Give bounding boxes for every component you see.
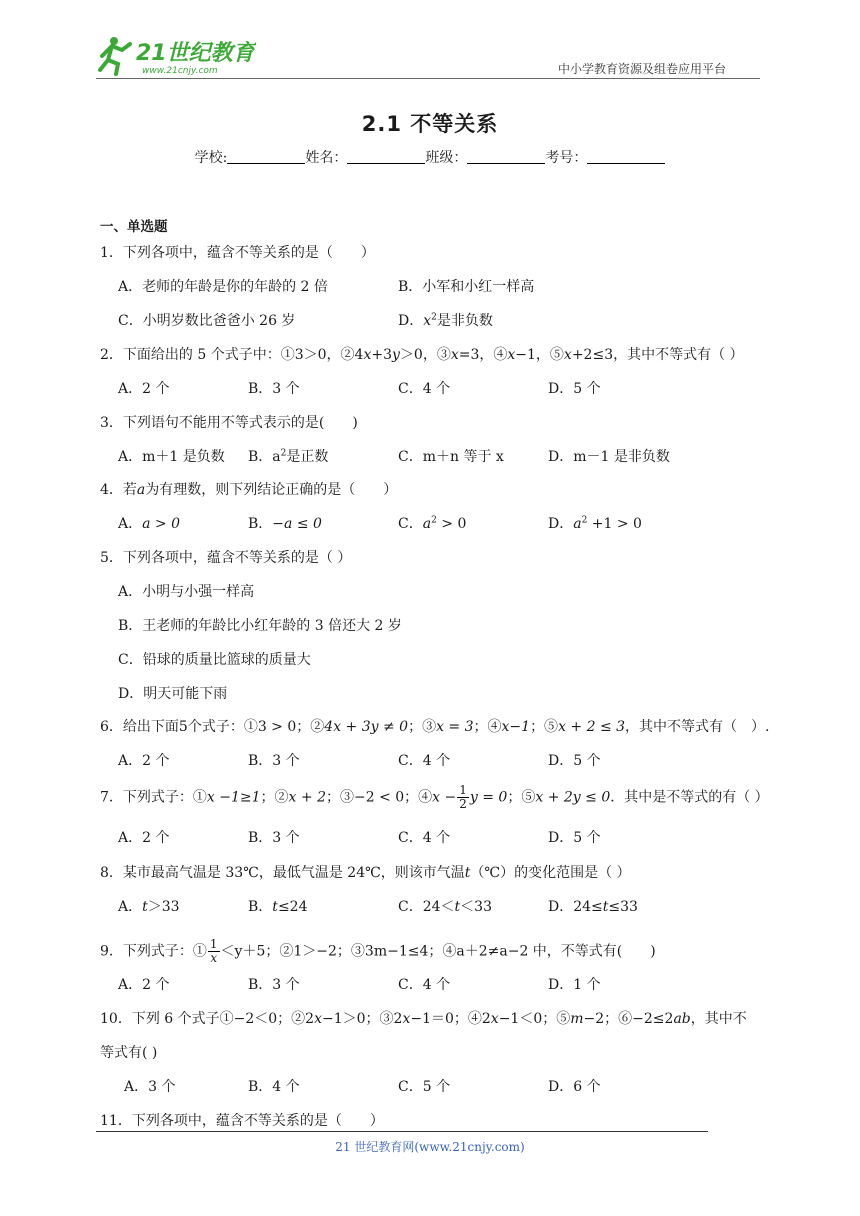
q3-option-a: A．m＋1 是负数 [118,449,225,465]
exam-no-label: 考号： [545,150,588,166]
question-10-stem-line2: 等式有( ) [100,1045,158,1061]
class-blank [467,149,545,164]
q5-option-b: B．王老师的年龄比小红年龄的 3 倍还大 2 岁 [118,618,402,634]
site-logo [96,34,256,78]
q4-option-a: A．a > 0 [118,516,181,532]
student-info-line [0,147,860,167]
q3-option-d: D．m－1 是非负数 [548,449,670,465]
q7-option-c: C．4 个 [398,830,451,846]
q1-option-a: A．老师的年龄是你的年龄的 2 倍 [118,279,328,295]
q5-option-d: D．明天可能下雨 [118,686,228,702]
footer-divider [96,1131,708,1132]
question-9-stem: 9．下列式子：① $\frac{1}{x}$ ＜y＋5；②1＞−2；③3m−1≤4；④a＋2≠a−2 中，不等式有( ) [100,937,656,965]
q1-option-c: C．小明岁数比爸爸小 26 岁 [118,313,296,329]
q9-option-a: A．2 个 [118,977,170,993]
q9-option-b: B．3 个 [248,977,300,993]
q3-option-b: B．$a^2$是正数 [248,448,329,465]
question-10-stem: 10．下列 6 个式子①−2＜0；②2x−1＞0；③2x−1＝0；④2x−1＜0；⑤m−2；⑥−2≤2ab，其中不 [100,1011,747,1027]
q2-option-a: A．2 个 [118,381,170,397]
q10-option-a: A．3 个 [124,1079,176,1095]
q8-option-a: A．t＞33 [118,899,180,915]
logo-text: 21世纪教育 [136,41,255,66]
q10-option-c: C．5 个 [398,1079,451,1095]
q2-option-b: B．3 个 [248,381,300,397]
q3-option-c: C．m＋n 等于 x [398,449,504,465]
q9-option-c: C．4 个 [398,977,451,993]
question-6-stem: 6．给出下面5个式子：①3 > 0；②4x + 3y ≠ 0；③x = 3；④x−1；⑤x + 2 ≤ 3，其中不等式有（ ）. [100,719,770,735]
section-heading: 一、单选题 [100,219,168,235]
q7-option-b: B．3 个 [248,830,300,846]
question-4-stem: 4．若a为有理数，则下列结论正确的是（ ） [100,482,398,498]
q9-option-d: D．1 个 [548,977,601,993]
question-8-stem: 8．某市最高气温是 33℃，最低气温是 24℃，则该市气温t（℃）的变化范围是（ ） [100,865,631,881]
document-title: 2.1 不等关系 [361,112,499,136]
q8-option-b: B．t≤24 [248,899,308,915]
q10-option-d: D．6 个 [548,1079,601,1095]
q2-option-d: D．5 个 [548,381,601,397]
question-1-stem: 1．下列各项中，蕴含不等关系的是（ ） [100,245,375,261]
q1-option-d: D．$x^2$是非负数 [398,312,493,329]
question-3-stem: 3．下列语句不能用不等式表示的是( ) [100,415,358,431]
exam-no-blank [587,149,665,164]
q2-option-c: C．4 个 [398,381,451,397]
footer-link[interactable]: 21 世纪教育网(www.21cnjy.com) [335,1140,525,1154]
q8-option-c: C．24＜t＜33 [398,899,492,915]
class-label: 班级： [425,150,468,166]
school-label: 学校: [194,150,228,166]
logo-url: www.21cnjy.com [142,66,218,76]
q4-option-c: C．$a^2 > 0$ [398,515,467,532]
q5-option-a: A．小明与小强一样高 [118,584,255,600]
school-blank [227,149,305,164]
q4-option-d: D．$a^2 +1 > 0$ [548,515,642,532]
q4-option-b: B．−a ≤ 0 [248,516,322,532]
question-5-stem: 5．下列各项中，蕴含不等关系的是（ ） [100,550,352,566]
header-tagline: 中小学教育资源及组卷应用平台 [558,62,727,76]
q8-option-d: D．24≤t≤33 [548,899,638,915]
q7-option-d: D．5 个 [548,830,601,846]
q7-fraction: $\frac{1}{2}$ [459,783,467,811]
q7-option-a: A．2 个 [118,830,170,846]
q6-option-b: B．3 个 [248,753,300,769]
runner-icon [100,37,130,74]
question-11-stem: 11．下列各项中，蕴含不等关系的是（ ） [100,1113,384,1129]
q6-option-a: A．2 个 [118,753,170,769]
q5-option-c: C．铅球的质量比篮球的质量大 [118,652,311,668]
q1-option-b: B．小军和小红一样高 [398,279,535,295]
q6-option-d: D．5 个 [548,753,601,769]
q10-option-b: B．4 个 [248,1079,300,1095]
question-7-stem: 7．下列式子：①x −1≥1；②x + 2；③−2 < 0；④x − $\frac{1}{2}$ y = 0；⑤x + 2y ≤ 0．其中是不等式的有（ ） [100,783,769,811]
q9-fraction: $\frac{1}{x}$ [209,937,218,965]
name-label: 姓名： [305,150,348,166]
header-divider [96,78,760,79]
question-2-stem: 2．下面给出的 5 个式子中：①3＞0，②4x+3y＞0，③x=3，④x−1，⑤x+2≤3，其中不等式有（ ） [100,347,744,363]
name-blank [347,149,425,164]
q6-option-c: C．4 个 [398,753,451,769]
